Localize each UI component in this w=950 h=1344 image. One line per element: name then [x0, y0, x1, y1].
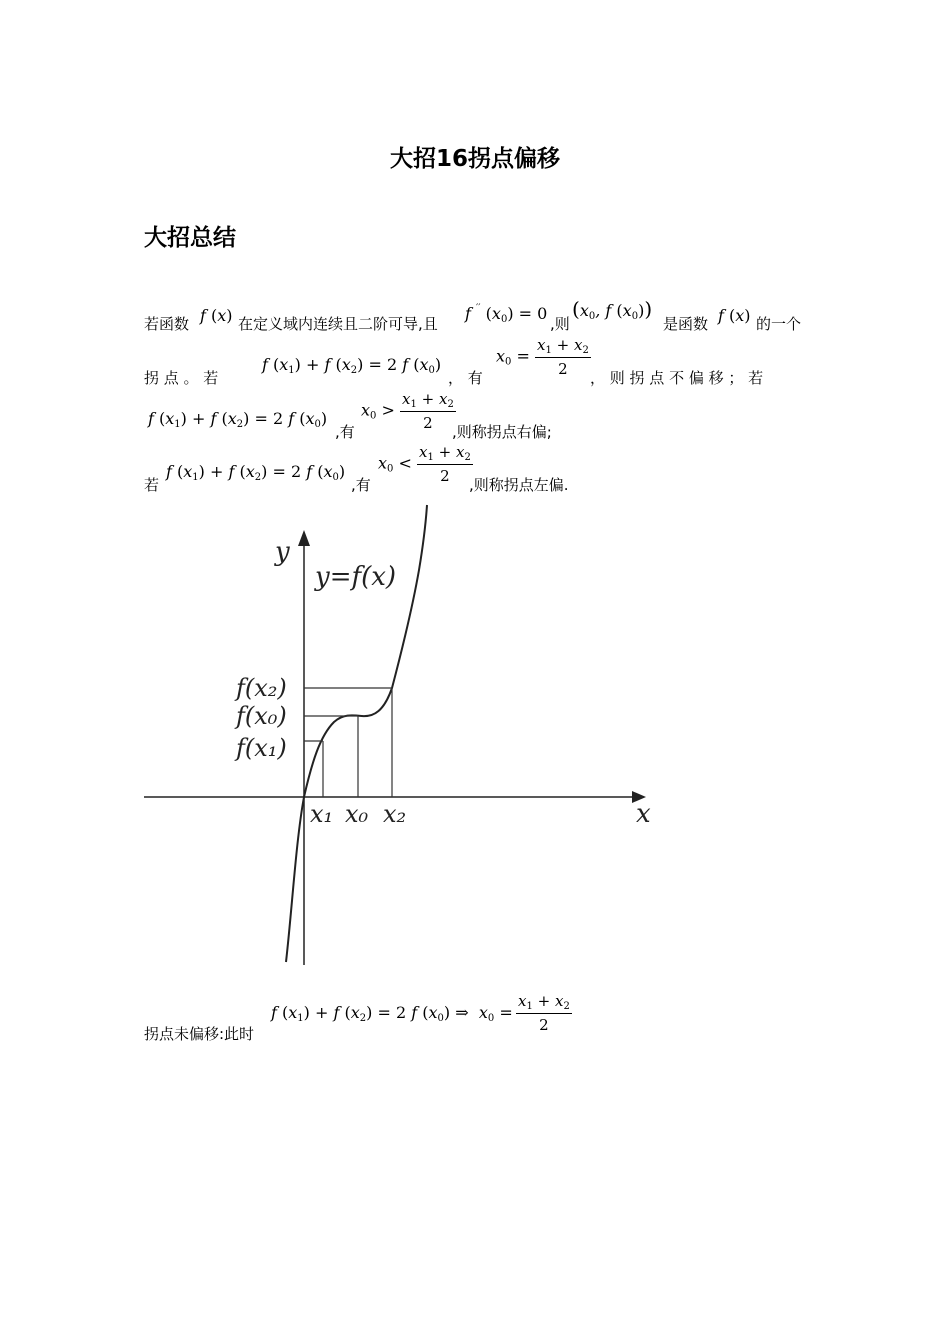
formula-fx-2: f (x) — [718, 306, 751, 325]
curve-label: y=f(x) — [315, 562, 397, 592]
section-heading: 大招总结 — [144, 225, 236, 251]
formula-sum-equal-3: f $(x_1) + f$ $(x_2) = 2$ f $(x_0)$ — [166, 462, 346, 483]
y-axis-label: y — [275, 537, 290, 567]
tick-label-x1: x₁ — [310, 800, 334, 828]
formula-fraction: $\frac{x_1 + x_2}{2}$ — [518, 992, 570, 1034]
formula-sum-equal-2: f $(x_1) + f$ $(x_2) = 2$ f $(x_0)$ — [148, 409, 328, 430]
text-then: ,则 — [550, 315, 570, 333]
x-axis-label: x — [636, 799, 651, 829]
formula-x0-equal: $x_0$ = $\frac{x_1 + x_2}{2}$ — [496, 336, 589, 378]
tick-label-fx2: f(x₂) — [236, 674, 287, 702]
formula-inflection-point: ($x_0$, f $(x_0)$) — [572, 297, 653, 322]
text-if-2: 若 — [144, 476, 160, 494]
formula-sum-equal: f $(x_1) + f$ $(x_2) = 2$ f $(x_0)$ — [262, 355, 442, 376]
tick-label-fx0: f(x₀) — [236, 702, 287, 730]
formula-implication: f $(x_1) + f$ $(x_2) = 2$ f $(x_0)$ ⇒ $x_0$ = — [271, 1003, 513, 1024]
formula-second-derivative: f ′′ $(x_0) = 0$ — [465, 303, 548, 325]
inflection-graph — [140, 500, 670, 970]
text-right-shift: ,则称拐点右偏; — [452, 423, 552, 441]
formula-x0-less: $x_0$ < $\frac{x_1 + x_2}{2}$ — [378, 443, 471, 485]
y-axis-arrow — [298, 530, 310, 546]
tick-label-fx1: f(x₁) — [236, 734, 287, 762]
formula-fx: f (x) — [200, 306, 233, 325]
text-no-shift: ， 则 拐 点 不 偏 移 ； 若 — [590, 369, 764, 387]
tick-label-x2: x₂ — [383, 800, 407, 828]
text-inflection-if: 拐 点 。 若 — [144, 369, 219, 387]
text-have-2: ,有 — [335, 423, 355, 441]
text-if-function: 若函数 — [144, 315, 190, 333]
text-have: ， 有 — [448, 369, 483, 387]
text-continuous: 在定义域内连续且二阶可导,且 — [238, 315, 438, 333]
text-one-of: 的一个 — [756, 315, 802, 333]
text-left-shift: ,则称拐点左偏. — [469, 476, 569, 494]
page-title: 大招16拐点偏移 — [389, 146, 560, 172]
text-is-function: 是函数 — [663, 315, 709, 333]
text-have-3: ,有 — [351, 476, 371, 494]
tick-label-x0: x₀ — [345, 800, 369, 828]
formula-x0-greater: $x_0$ > $\frac{x_1 + x_2}{2}$ — [361, 390, 454, 432]
text-no-shift-now: 拐点未偏移:此时 — [144, 1025, 255, 1043]
